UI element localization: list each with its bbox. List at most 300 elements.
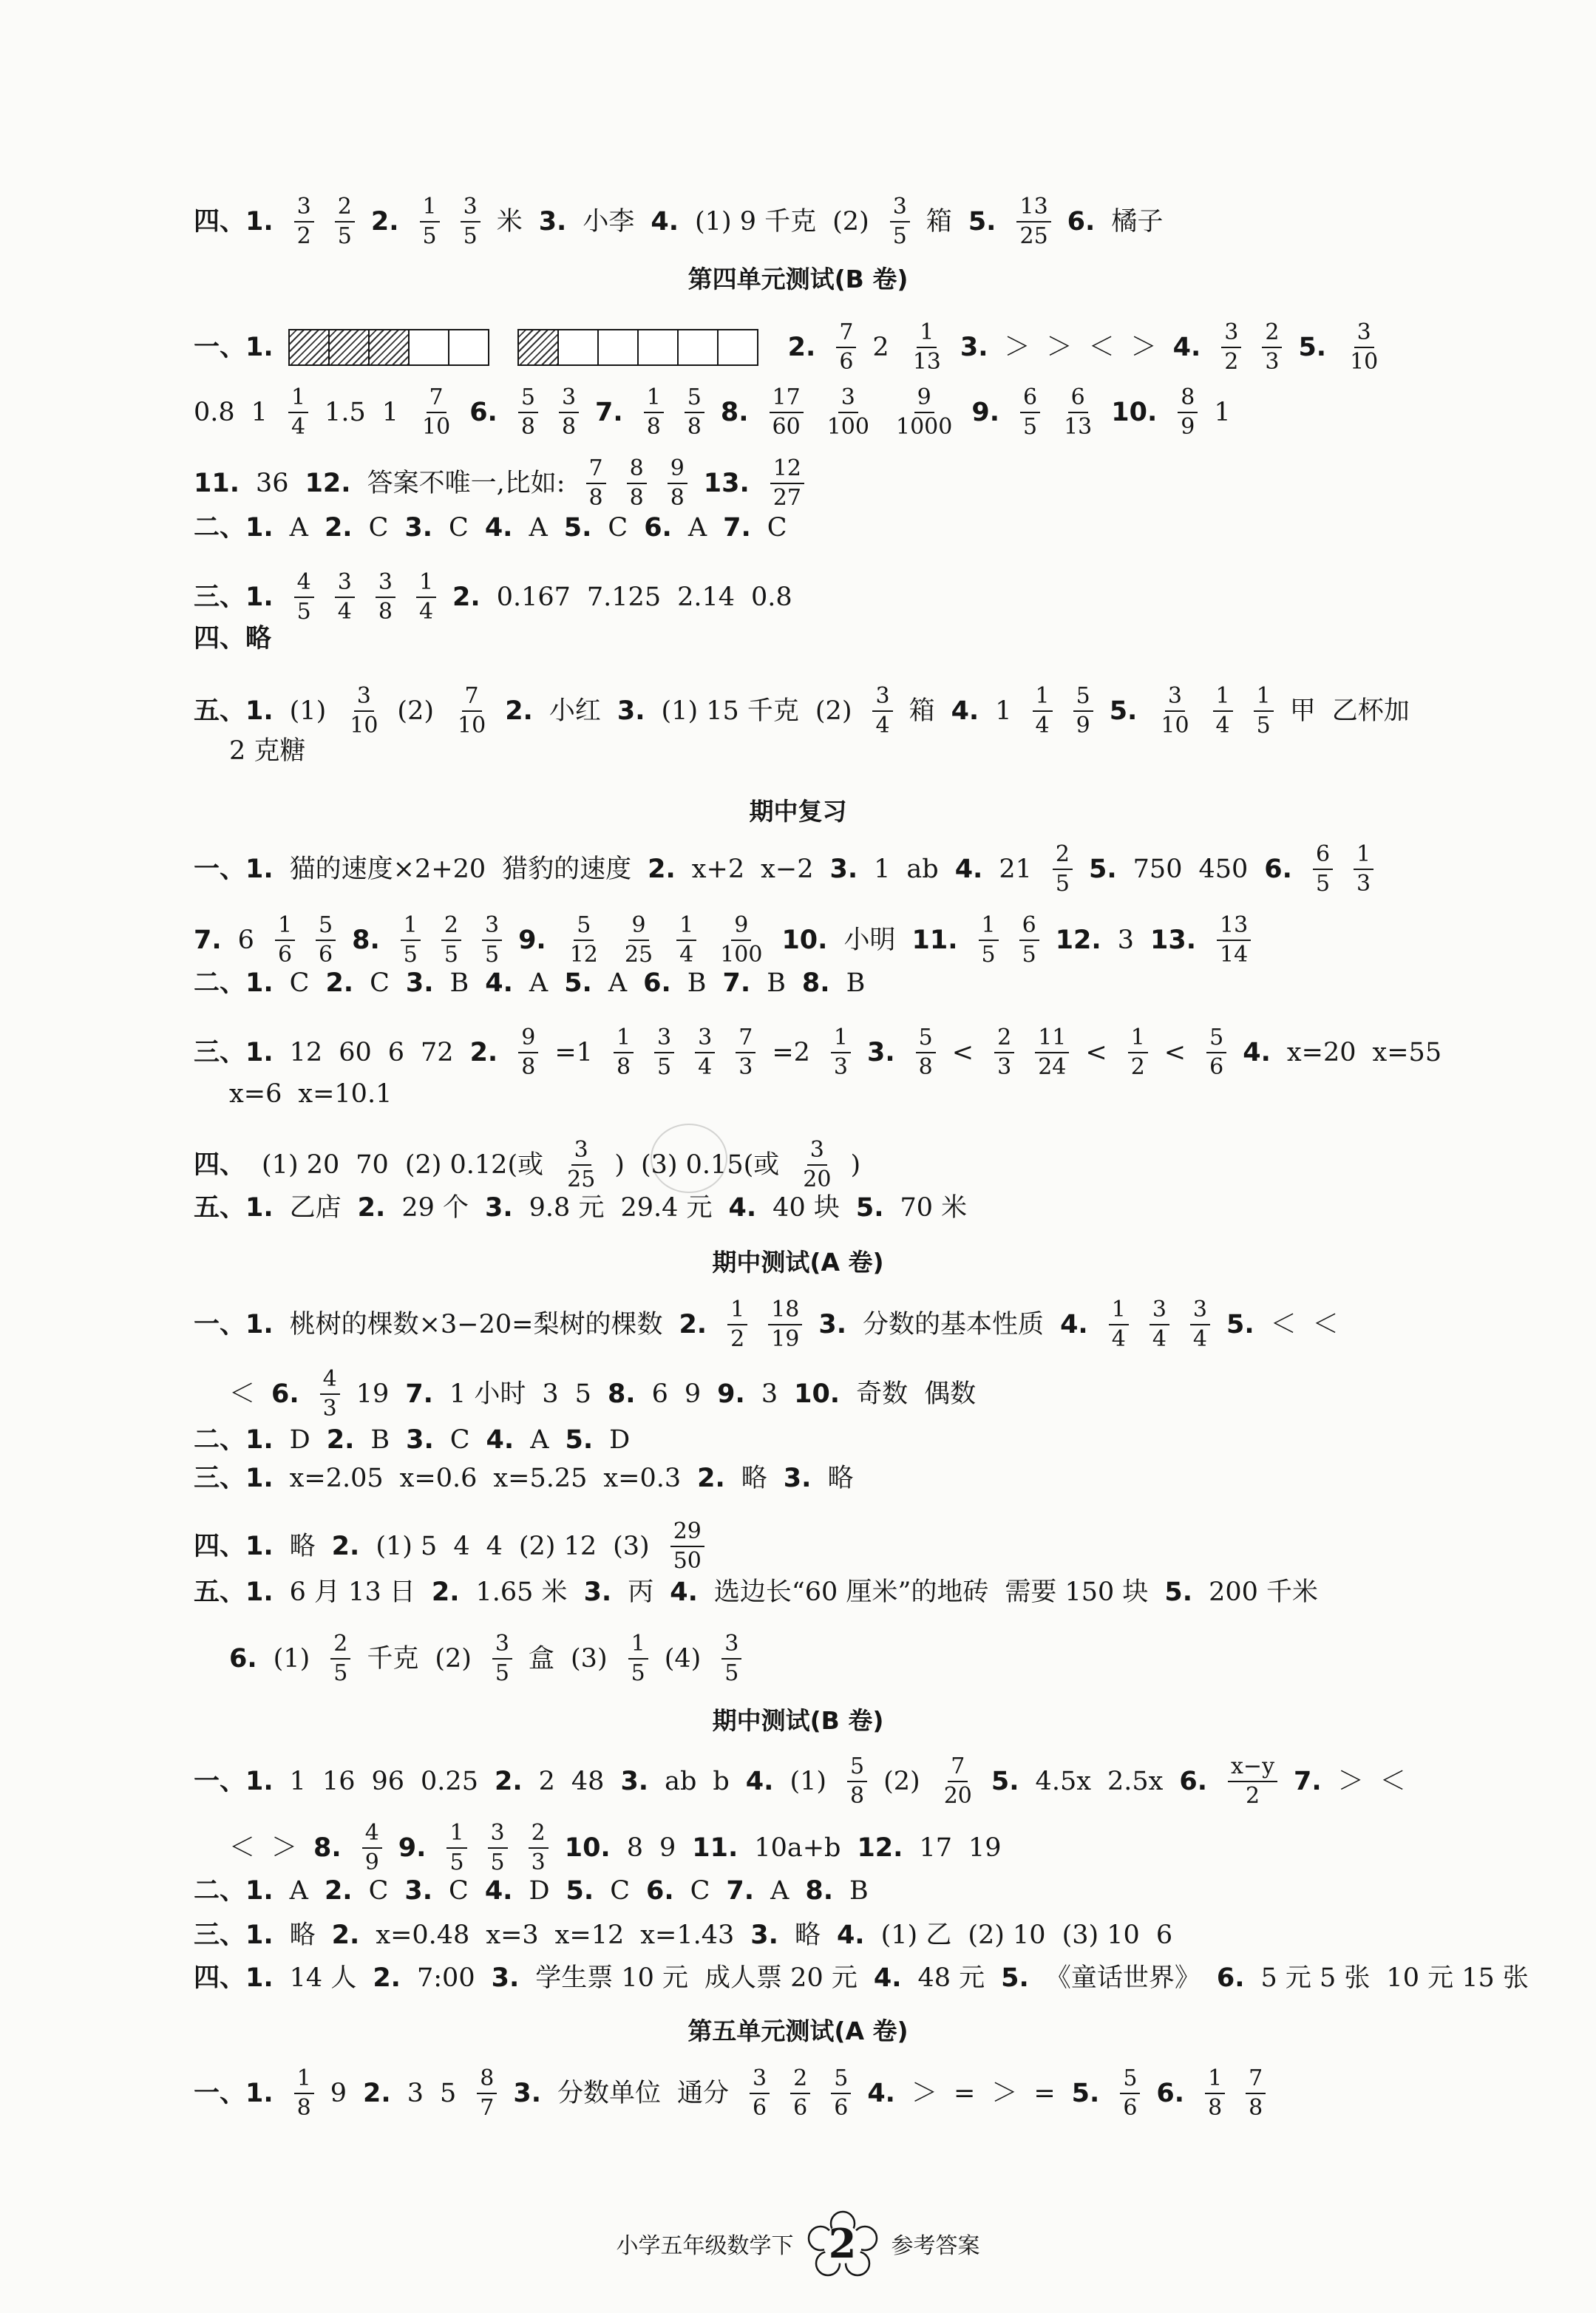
fraction	[1217, 914, 1251, 966]
denominator: 6	[277, 942, 293, 968]
denominator: 6	[834, 2095, 849, 2121]
denominator: 5	[403, 942, 418, 968]
question-number: 2.	[697, 1464, 725, 1493]
fraction	[567, 914, 601, 966]
answer-text: 7:00	[416, 1963, 475, 1993]
answer-line	[194, 1427, 1485, 1453]
answer-text: 3	[407, 2078, 424, 2108]
denominator: 25	[1019, 223, 1048, 249]
answer-text: 10 元 15 张	[1386, 1963, 1529, 1993]
blank-cell	[448, 329, 489, 366]
answer-line	[194, 515, 1485, 541]
question-number: 二、1.	[194, 1876, 274, 1906]
answer-text: x=2.05	[289, 1464, 384, 1493]
fraction	[1221, 319, 1241, 375]
answer-text: 14 人	[289, 1963, 357, 1993]
question-number: 3.	[513, 2078, 541, 2108]
answer-text: A	[530, 1425, 549, 1455]
numerator: 4	[362, 1822, 382, 1849]
fraction	[670, 1518, 704, 1574]
numerator: 1	[288, 387, 308, 413]
numerator: 3	[294, 196, 314, 223]
answer-text: ab	[665, 1766, 697, 1796]
fraction	[890, 196, 910, 248]
answer-text: 17	[919, 1833, 953, 1863]
denominator: 4	[875, 713, 890, 738]
answer-text: x=5.25	[493, 1464, 588, 1493]
answer-text: 选边长“60 厘米”的地砖	[713, 1577, 989, 1607]
answer-text: ab	[906, 854, 939, 884]
question-number: 3.	[404, 513, 433, 543]
answer-text: D	[609, 1425, 631, 1455]
numerator: 3	[1221, 322, 1241, 348]
question-number: 5.	[968, 206, 996, 237]
fraction	[420, 196, 440, 248]
answer-text: 750	[1133, 854, 1183, 884]
fraction	[770, 384, 804, 440]
question-number: 2.	[505, 696, 533, 726]
numerator: 1	[1109, 1299, 1129, 1325]
fraction	[790, 2065, 810, 2121]
answer-text: <	[1164, 1037, 1186, 1067]
numerator: 13	[1016, 196, 1050, 223]
question-number: 四、1.	[194, 206, 274, 237]
fraction	[994, 1027, 1014, 1079]
answer-text: 0.167	[496, 582, 571, 612]
question-number: 5.	[565, 1425, 594, 1455]
answer-text: 略	[827, 1464, 854, 1493]
answer-text: C	[610, 1876, 630, 1906]
answer-line	[194, 1963, 1529, 1993]
fraction	[446, 1822, 466, 1874]
fraction	[1128, 1027, 1148, 1079]
answer-line	[194, 455, 1485, 511]
answer-line	[194, 968, 1485, 998]
answer-text: 96	[371, 1766, 405, 1796]
answer-text: 答案不唯一,比如:	[367, 468, 566, 498]
answer-text: 36	[256, 468, 289, 498]
denominator: 4	[1192, 1326, 1207, 1352]
denominator: 4	[291, 414, 306, 440]
question-number: 4.	[1060, 1309, 1088, 1339]
section-title: 期中测试(A 卷)	[712, 1248, 884, 1277]
answer-text: 千克	[367, 1643, 419, 1674]
answer-text: (1) 乙	[880, 1920, 952, 1950]
answer-text: 5	[574, 1379, 591, 1409]
question-number: 6.	[644, 513, 672, 543]
question-number: 4.	[954, 854, 983, 884]
numerator: 9	[668, 458, 687, 484]
numerator: 8	[1178, 387, 1198, 413]
answer-text: C	[289, 968, 310, 998]
answer-text: 桃树的棵数×3−20=梨树的棵数	[289, 1309, 663, 1339]
question-number: 4.	[670, 1577, 698, 1607]
question-number: 6.	[643, 968, 671, 998]
answer-text: C	[449, 1425, 470, 1455]
answer-text: 9.8 元	[529, 1193, 605, 1223]
answer-text: B	[449, 968, 469, 998]
numerator: 1	[1254, 685, 1274, 712]
numerator: 3	[654, 1027, 674, 1053]
numerator: 3	[376, 571, 395, 598]
answer-text: (1)	[789, 1766, 827, 1796]
answer-text: C	[368, 1876, 389, 1906]
answer-text: (2) 10	[968, 1920, 1046, 1950]
answer-text: (1) 20	[262, 1149, 340, 1180]
numerator: 1	[1033, 685, 1053, 712]
answer-text: C	[767, 513, 787, 543]
denominator: 3	[833, 1054, 849, 1080]
question-number: 2.	[648, 854, 676, 884]
denominator: 5	[1256, 713, 1271, 738]
question-number: 2.	[331, 1531, 360, 1561]
fraction	[1019, 914, 1039, 966]
question-number: 2.	[373, 1963, 401, 1993]
denominator: 100	[720, 942, 763, 968]
fraction	[335, 196, 355, 248]
answer-text: (2)	[832, 206, 869, 237]
question-number: 11.	[692, 1833, 738, 1863]
question-number: 2.	[363, 2078, 391, 2108]
fraction	[831, 2065, 851, 2121]
denominator: 8	[687, 414, 702, 440]
fraction	[1313, 843, 1333, 895]
denominator: 4	[698, 1054, 713, 1080]
numerator: 8	[477, 2068, 497, 2094]
numerator: 5	[574, 914, 594, 941]
answer-text: 盒	[529, 1643, 555, 1674]
fraction	[1205, 2065, 1225, 2121]
answer-text: 9	[330, 2078, 347, 2108]
answer-text: )	[614, 1149, 625, 1180]
denominator: 6	[793, 2095, 808, 2121]
numerator: 8	[627, 458, 647, 484]
question-number: 3.	[750, 1920, 778, 1950]
question-number: 2.	[787, 332, 816, 362]
answer-text: 猫的速度×2+20	[289, 854, 486, 884]
answer-text: 小红	[549, 696, 601, 726]
numerator: 5	[831, 2068, 851, 2094]
numerator: 1	[416, 571, 436, 598]
answer-line	[194, 1195, 1485, 1221]
denominator: 8	[1208, 2095, 1223, 2121]
answer-line	[194, 1878, 1485, 1904]
question-number: 6.	[1156, 2078, 1185, 2108]
answer-text: 略	[289, 1920, 316, 1950]
answer-text: (4)	[664, 1643, 702, 1674]
numerator: 1	[1354, 843, 1373, 870]
answer-text: C	[370, 968, 390, 998]
denominator: 4	[1152, 1326, 1167, 1352]
answer-text: 0.8	[751, 582, 792, 612]
fraction	[492, 1633, 512, 1685]
answer-text: 60	[339, 1037, 372, 1067]
question-number: 3.	[485, 1193, 513, 1223]
question-number: 7.	[723, 513, 751, 543]
fraction	[614, 1027, 634, 1079]
answer-text: 4.5x	[1035, 1766, 1091, 1796]
denominator: 4	[337, 599, 352, 625]
answer-text: 丙	[628, 1577, 654, 1607]
fraction	[654, 1027, 674, 1079]
denominator: 8	[918, 1054, 933, 1080]
answer-text: 6	[1155, 1920, 1173, 1950]
answer-text: 1.5	[325, 397, 366, 427]
numerator: 3	[838, 387, 858, 413]
denominator: 2	[1224, 349, 1239, 375]
answer-text: 乙店	[289, 1193, 342, 1223]
answer-text: 3	[761, 1379, 778, 1409]
fraction	[482, 914, 502, 966]
fraction	[910, 319, 944, 375]
question-number: 6.	[1179, 1766, 1208, 1796]
answer-text: 48	[571, 1766, 605, 1796]
answer-line	[194, 1577, 1485, 1607]
answer-line	[229, 738, 1485, 764]
denominator: 4	[1111, 1326, 1126, 1352]
numerator: 1	[275, 914, 295, 941]
numerator: 4	[320, 1368, 340, 1395]
fraction	[419, 384, 453, 440]
fraction	[294, 196, 314, 248]
numerator: 1	[446, 1822, 466, 1849]
answer-text: A	[529, 513, 548, 543]
answer-text: C	[368, 513, 389, 543]
numerator: 1	[676, 914, 696, 941]
answer-text: B	[846, 968, 866, 998]
question-number: 4.	[867, 2078, 895, 2108]
denominator: 5	[444, 942, 458, 968]
question-number: 三、1.	[194, 1920, 274, 1950]
denominator: 8	[616, 1054, 631, 1080]
denominator: 5	[1023, 414, 1038, 440]
question-number: 4.	[836, 1920, 865, 1950]
fraction	[559, 384, 579, 440]
fraction	[347, 685, 381, 737]
question-number: 3.	[960, 332, 988, 362]
answer-text: 1	[1214, 397, 1231, 427]
answer-text: 《童话世界》	[1045, 1963, 1201, 1993]
answer-line	[194, 1466, 1485, 1492]
answer-text: B	[767, 968, 786, 998]
answer-line	[194, 571, 1485, 623]
answer-text: x=0.48	[376, 1920, 470, 1950]
fraction	[1033, 685, 1053, 737]
fraction	[320, 1368, 340, 1420]
denominator: 60	[772, 414, 801, 440]
answer-text: (1)	[273, 1643, 310, 1674]
numerator: 2	[330, 1633, 350, 1660]
fraction	[488, 1822, 508, 1874]
answer-text: (3) 10	[1062, 1920, 1140, 1950]
question-number: 9.	[717, 1379, 745, 1409]
denominator: 6	[839, 349, 854, 375]
question-number: 二、1.	[194, 968, 274, 998]
answer-text: 偶数	[924, 1379, 977, 1409]
numerator: 3	[1190, 1299, 1210, 1325]
question-number: 2.	[469, 1037, 498, 1067]
blank-cell	[717, 329, 758, 366]
denominator: 5	[333, 1660, 348, 1686]
denominator: 5	[463, 223, 478, 249]
denominator: 3	[997, 1054, 1012, 1080]
question-number: 12.	[857, 1833, 903, 1863]
question-number: 3.	[617, 696, 645, 726]
answer-text: 1	[874, 854, 891, 884]
question-number: 2.	[494, 1766, 523, 1796]
fraction	[1262, 319, 1282, 375]
numerator: 1	[614, 1027, 634, 1053]
answer-text: =2	[772, 1037, 810, 1067]
fraction	[564, 1139, 598, 1191]
denominator: 13	[1064, 414, 1093, 440]
fraction	[1178, 384, 1198, 440]
answer-text: x−2	[761, 854, 814, 884]
answer-text: x=1.43	[640, 1920, 735, 1950]
fraction	[831, 1027, 851, 1079]
question-number: 五、1.	[194, 696, 274, 726]
question-number: 2.	[370, 206, 399, 237]
answer-text: 1	[251, 397, 268, 427]
answer-text: 分数单位	[557, 2078, 662, 2108]
answer-text: 略	[741, 1464, 767, 1493]
answer-text: A	[529, 968, 549, 998]
question-number: 9.	[398, 1833, 427, 1863]
answer-text: 1.65 米	[475, 1577, 568, 1607]
denominator: 4	[1215, 713, 1230, 738]
numerator: 3	[1150, 1299, 1169, 1325]
answer-text: (2)	[397, 696, 434, 726]
answer-line	[194, 1139, 1485, 1191]
answer-text: 0.8	[194, 397, 235, 427]
answer-text: 2 克糖	[229, 736, 306, 766]
answer-text: 小明	[843, 925, 896, 955]
fraction-strip-diagram	[519, 329, 758, 366]
question-number: 3.	[538, 206, 567, 237]
question-number: 一、1.	[194, 1766, 274, 1796]
answer-text: B	[370, 1425, 390, 1455]
blank-cell	[597, 329, 639, 366]
page-number-flower-badge	[806, 2210, 880, 2277]
fraction	[727, 1299, 747, 1351]
numerator: 1	[420, 196, 440, 223]
answer-text: ＞	[1004, 332, 1030, 362]
numerator: 3	[492, 1633, 512, 1660]
section-title: 期中测试(B 卷)	[712, 1706, 884, 1735]
denominator: 12	[569, 942, 598, 968]
denominator: 6	[753, 2095, 767, 2121]
numerator: 6	[1068, 387, 1088, 413]
answer-text: 200 千米	[1209, 1577, 1318, 1607]
denominator: 4	[1035, 713, 1050, 738]
denominator: 2	[296, 223, 311, 249]
answer-text: 70 米	[900, 1193, 968, 1223]
fraction	[847, 1753, 867, 1809]
denominator: 10	[350, 713, 378, 738]
answer-text: (2) 12	[518, 1531, 597, 1561]
numerator: 2	[335, 196, 355, 223]
question-number: 一、1.	[194, 854, 274, 884]
answer-text: x=6	[229, 1079, 282, 1109]
answer-text: (1) 5	[376, 1531, 438, 1561]
numerator: 7	[948, 1756, 968, 1782]
question-number: 8.	[805, 1876, 833, 1906]
answer-text: x=12	[554, 1920, 625, 1950]
answer-text: A	[608, 968, 628, 998]
answer-text: 4	[486, 1531, 503, 1561]
answer-text: 4	[453, 1531, 470, 1561]
answer-text: b	[713, 1766, 730, 1796]
fraction	[275, 914, 295, 966]
answer-text: 6	[237, 925, 254, 955]
answer-text: 9	[684, 1379, 702, 1409]
answer-text: <	[951, 1037, 974, 1067]
fraction	[1053, 843, 1073, 895]
answer-text: D	[529, 1876, 550, 1906]
numerator: 2	[790, 2068, 810, 2094]
blank-cell	[557, 329, 599, 366]
question-number: 10.	[794, 1379, 841, 1409]
denominator: 7	[480, 2095, 495, 2121]
question-number: 四、1.	[194, 1531, 274, 1561]
denominator: 5	[1055, 871, 1070, 897]
answer-text: 3	[542, 1379, 559, 1409]
answer-text: ＞	[991, 2078, 1018, 2108]
numerator: 9	[628, 914, 648, 941]
denominator: 20	[803, 1166, 832, 1192]
fraction	[1246, 2065, 1266, 2121]
blank-cell	[677, 329, 719, 366]
answer-text: <	[1085, 1037, 1107, 1067]
numerator: 6	[1020, 387, 1040, 413]
numerator: 1	[628, 1633, 648, 1660]
question-number: 三、1.	[194, 582, 274, 612]
fraction	[1109, 1299, 1129, 1351]
question-number: 8.	[313, 1833, 342, 1863]
answer-line	[194, 1299, 1485, 1351]
numerator: 9	[731, 914, 751, 941]
answer-text: 6	[387, 1037, 405, 1067]
numerator: 9	[518, 1027, 538, 1053]
denominator: 8	[561, 414, 577, 440]
answer-text: x=0.3	[603, 1464, 682, 1493]
numerator: 12	[770, 458, 804, 484]
answer-text: 乙杯加	[1331, 696, 1410, 726]
fraction	[685, 384, 704, 440]
denominator: 24	[1038, 1054, 1067, 1080]
numerator: 3	[890, 196, 910, 223]
answer-text: 12	[289, 1037, 323, 1067]
question-number: 4.	[1172, 332, 1201, 362]
numerator: 7	[836, 322, 856, 348]
question-number: 12.	[305, 468, 351, 498]
numerator: 5	[518, 387, 538, 413]
denominator: 4	[418, 599, 434, 625]
question-number: 5.	[566, 1876, 594, 1906]
fraction	[770, 455, 804, 511]
denominator: 3	[738, 1054, 753, 1080]
denominator: 9	[1181, 414, 1195, 440]
faint-stamp-mark	[651, 1124, 727, 1193]
section-title: 第四单元测试(B 卷)	[687, 265, 909, 293]
numerator: 5	[316, 914, 336, 941]
answer-text: x=55	[1372, 1037, 1442, 1067]
answer-text: 通分	[677, 2078, 730, 2108]
denominator: 3	[531, 1850, 546, 1875]
shaded-cell	[328, 329, 370, 366]
question-number: 7.	[722, 968, 751, 998]
numerator: 7	[586, 458, 606, 484]
